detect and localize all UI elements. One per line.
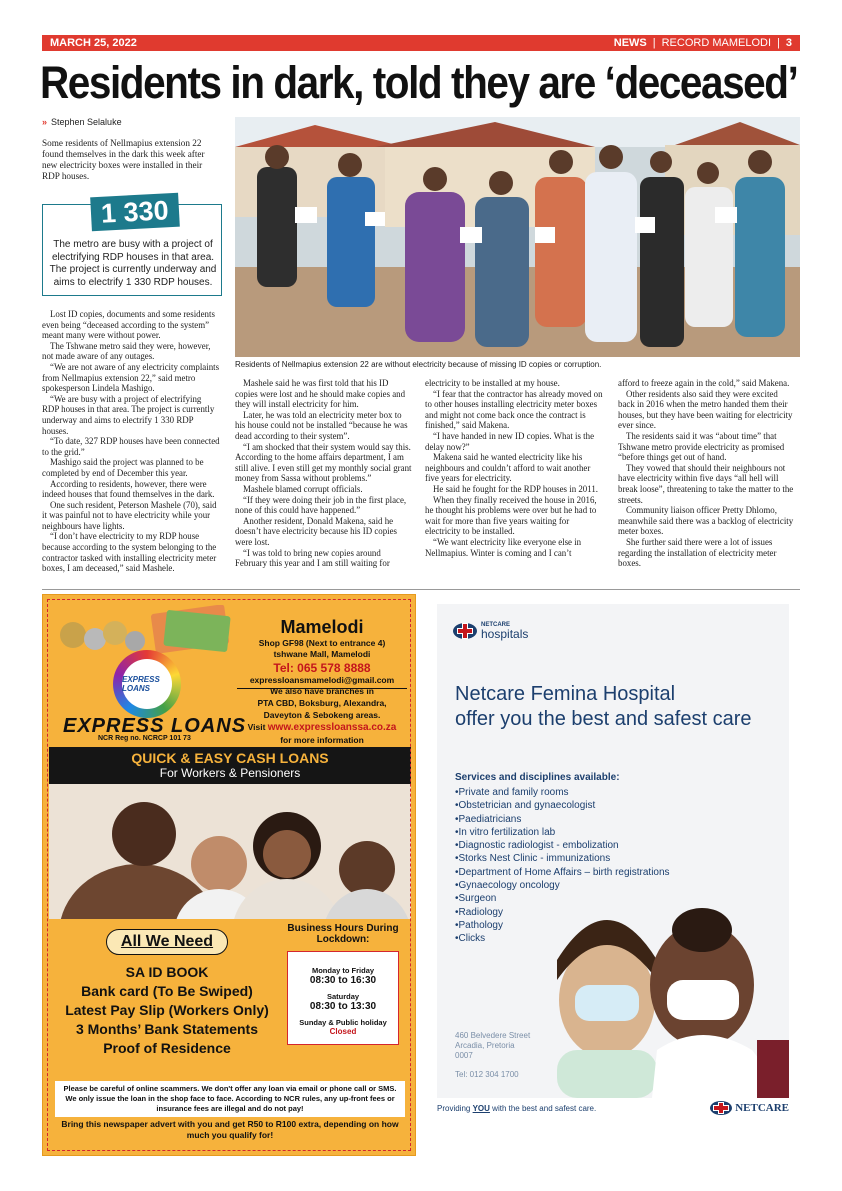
more-info: for more information — [280, 735, 364, 745]
paragraph: Mashele said he was first told that his ID copies were lost and he should make copies and they will install electricity for him. — [235, 378, 406, 410]
paragraph: Another resident, Donald Makena, said he doesn’t have electricity because his ID copies were lost. — [235, 515, 397, 547]
netcare-cross-icon — [453, 620, 477, 642]
store-city: Mamelodi — [280, 617, 364, 637]
paragraph: Makena said he wanted electricity like his neighbours and couldn’t afford to wait another five years for electricity. — [425, 452, 591, 484]
author-name: Stephen Selaluke — [51, 117, 122, 127]
paragraph: Later, he was told an electricity meter box to his house could not be installed “because he was dead according to their system”. — [235, 409, 408, 441]
paragraph: When they finally received the house in 2016, he thought his problems were over but he had to wait for more than five years waiting for electricity to be installed. — [425, 494, 597, 537]
netcare-logo-big: hospitals — [481, 627, 529, 641]
article-intro: Some residents of Nellmapius extension 22 found themselves in the dark this week after new electricity boxes were installed in their RDP houses. — [42, 138, 205, 181]
paragraph: He said he fought for the RDP houses in 2011. — [433, 483, 598, 494]
closed-label: Closed — [329, 1027, 357, 1036]
advert-offer: Bring this newspaper advert with you and get R50 to R100 extra, depending on how much you qualify for! — [61, 1119, 399, 1140]
service-item: • Private and family rooms — [455, 786, 670, 799]
netcare-footer-cross-icon — [710, 1100, 732, 1116]
paragraph: Mashigo said the project was planned to be completed by end of December this year. — [42, 457, 204, 478]
banner-subline: For Workers & Pensioners — [159, 766, 301, 780]
express-loans-advert — [42, 594, 416, 1156]
service-item: • Radiology — [455, 906, 670, 919]
byline — [42, 117, 122, 127]
article-column-4 — [618, 378, 796, 569]
store-telephone: Tel: 065 578 8888 — [273, 661, 371, 675]
ncr-number: NCR Reg no. NCRCP 101 73 — [98, 735, 191, 742]
section-name: NEWS — [613, 37, 647, 49]
paragraph: “We are busy with a project of electrifying RDP houses in that area. The project is currently underway and aims to electrify 1 330 RDP houses. — [42, 393, 215, 436]
family-photo-illustration — [49, 784, 411, 919]
service-item: • Department of Home Affairs – birth registrations — [455, 866, 670, 879]
paragraph: “To date, 327 RDP houses have been connected to the grid.” — [42, 436, 220, 457]
netcare-headline-1: Netcare Femina Hospital — [455, 683, 676, 705]
children-masks-photo — [537, 890, 789, 1098]
paragraph: “We are not aware of any electricity complaints from Nellmapius extension 22,” said metro spokesperson Lindela Mashigo. — [42, 361, 220, 394]
hospital-address: 460 Belvedere Street Arcadia, Pretoria 0007 — [455, 1031, 531, 1060]
paragraph: “I don’t have electricity to my RDP house because according to the system belonging to the contractor tasked with installing electricity meter boxes, I am deceased,” said Mashele. — [42, 531, 217, 574]
section-divider — [42, 589, 800, 590]
website-line: Visit www.expressloanssa.co.za — [247, 722, 397, 733]
paragraph: According to residents, however, there were indeed houses that found themselves in the dark. — [42, 478, 215, 500]
service-item: • Pathology — [455, 919, 670, 932]
article-column-2 — [235, 378, 413, 569]
byline-arrow-icon: » — [42, 117, 48, 127]
requirement-item: Latest Pay Slip (Workers Only) — [65, 1002, 269, 1018]
requirement-item: SA ID BOOK — [125, 964, 209, 980]
hours-time: 08:30 to 16:30 — [309, 975, 377, 986]
hours-time: 08:30 to 13:30 — [309, 1001, 377, 1012]
service-item: • Paediatricians — [455, 813, 670, 826]
paragraph: The Tshwane metro said they were, however, not made aware of any outages. — [42, 340, 211, 362]
service-item: • In vitro fertilization lab — [455, 826, 670, 839]
article-column-3 — [425, 378, 603, 558]
branches-line-2: PTA CBD, Boksburg, Alexandra, — [257, 698, 387, 708]
family-photo — [49, 784, 411, 919]
services-title: Services and disciplines available: — [455, 772, 620, 783]
paragraph: She further said there were a lot of issues regarding the installation of electricity meter boxes. — [618, 536, 777, 569]
page-header-bar: MARCH 25, 2022 NEWS | RECORD MAMELODI | 3 — [42, 35, 800, 51]
netcare-footer: Providing YOU with the best and safest care. NETCARE — [437, 1102, 789, 1114]
paragraph: They vowed that should their neighbours not have electricity within five days “all hell will break loose”, threatening to take the matter to the streets. — [618, 462, 794, 505]
factbox — [42, 195, 222, 296]
store-address-1: Shop GF98 (Next to entrance 4) — [258, 638, 386, 648]
website-url: www.expressloanssa.co.za — [267, 722, 397, 733]
paragraph: afford to freeze again in the cold,” said Makena. — [618, 378, 790, 388]
requirement-item: Bank card (To Be Swiped) — [81, 983, 253, 999]
hours-day: Saturday — [326, 992, 360, 1001]
article-column-1 — [42, 309, 220, 574]
residents-photo — [235, 117, 800, 357]
netcare-headline — [455, 682, 751, 732]
hours-title: Business Hours During Lockdown: — [287, 923, 399, 945]
article-headline: Residents in dark, told they are ‘deceased’ — [40, 57, 798, 108]
paragraph: “I was told to bring new copies around February this year and I am still waiting for — [235, 547, 390, 569]
paragraph: Community liaison officer Pretty Dhlomo, meanwhile said there was a backlog of electricity meter boxes. — [618, 505, 794, 537]
paragraph: electricity to be installed at my house. — [425, 378, 560, 388]
factbox-text: The metro are busy with a project of electrifying RDP houses in that area. The project is currently underway and aims to electrify 1 330 RDP houses. — [49, 239, 217, 288]
paragraph: Lost ID copies, documents and some residents even being “deceased according to the system” meant many were without power. — [42, 309, 215, 341]
paragraph: “I fear that the contractor has already moved on to other houses installing electricity meter boxes and might not come back once the contract is finished,” said Makena. — [425, 388, 603, 431]
service-item: • Storks Nest Clinic - immunizations — [455, 852, 670, 865]
store-email: expressloansmamelodi@gmail.com — [237, 675, 407, 689]
page-number: 3 — [785, 37, 792, 49]
brand-name: EXPRESS LOANS — [63, 715, 247, 737]
issue-date: MARCH 25, 2022 — [50, 37, 137, 49]
requirement-item: 3 Months’ Bank Statements — [75, 1021, 259, 1037]
hours-day: Monday to Friday — [311, 966, 375, 975]
express-loans-logo — [113, 650, 181, 718]
service-item: • Diagnostic radiologist - embolization — [455, 839, 670, 852]
hours-box — [287, 951, 399, 1045]
factbox-number: 1 330 — [90, 193, 179, 232]
paragraph: Other residents also said they were excited back in 2016 when the metro handed them their houses, but they have been waiting for electricity ever since. — [618, 388, 793, 431]
paragraph: “I am shocked that their system would say this. According to the home affairs department, I am still alive. I even still get my monthly social grant money from Sassa without problems.” — [235, 441, 412, 484]
footer-emphasis: YOU — [472, 1104, 490, 1113]
branches-line-1: We also have branches in — [270, 686, 374, 696]
netcare-logo-small: NETCARE — [481, 622, 511, 628]
service-item: • Surgeon — [455, 892, 670, 905]
store-details — [237, 617, 407, 689]
store-address-2: tshwane Mall, Mamelodi — [273, 648, 371, 659]
photo-caption: Residents of Nellmapius extension 22 are without electricity because of missing ID copies or corruption. — [235, 360, 602, 369]
banner-headline: QUICK & EASY CASH LOANS — [131, 750, 329, 766]
branches-line-3: Daveyton & Sebokeng areas. — [263, 710, 381, 720]
requirements-title: All We Need — [106, 929, 228, 955]
netcare-headline-2: offer you the best and safest care — [455, 708, 752, 730]
paragraph: “If they were doing their job in the first place, none of this could have happened.” — [235, 494, 407, 516]
paragraph: One such resident, Peterson Mashele (70), said it was painful not to have electricity while your neighbours have lights. — [42, 499, 217, 531]
logo-text: EXPRESS LOANS — [122, 659, 172, 709]
paragraph: “I have handed in new ID copies. What is the delay now?” — [425, 430, 595, 452]
branches-info — [237, 685, 407, 746]
service-item: • Gynaecology oncology — [455, 879, 670, 892]
service-item: • Obstetrician and gynaecologist — [455, 799, 670, 812]
paragraph: The residents said it was “about time” that Tshwane metro provide electricity as promised “before things get out of hand. — [618, 430, 785, 463]
holiday-label: Sunday & Public holiday — [299, 1018, 387, 1027]
paper-name: RECORD MAMELODI — [661, 37, 772, 49]
paragraph: Mashele blamed corrupt officials. — [243, 483, 363, 494]
netcare-advert — [437, 604, 789, 1098]
loans-banner — [49, 747, 411, 784]
scam-warning: Please be careful of online scammers. We don't offer any loan via email or phone call or SMS. We only issue the loan in the shop face to face. According to NCR rules, any up-front fees or insurance fees are illegal and do not pay! — [55, 1081, 405, 1117]
netcare-logo — [453, 620, 528, 642]
paragraph: “We want electricity like everyone else in Nellmapius. Winter is coming and I can’t — [425, 536, 582, 558]
hospital-telephone: Tel: 012 304 1700 — [455, 1070, 519, 1079]
requirement-item: Proof of Residence — [103, 1040, 231, 1056]
service-item: • Clicks — [455, 932, 670, 945]
residents-photo-illustration — [235, 117, 800, 357]
netcare-footer-brand: NETCARE — [710, 1100, 789, 1116]
